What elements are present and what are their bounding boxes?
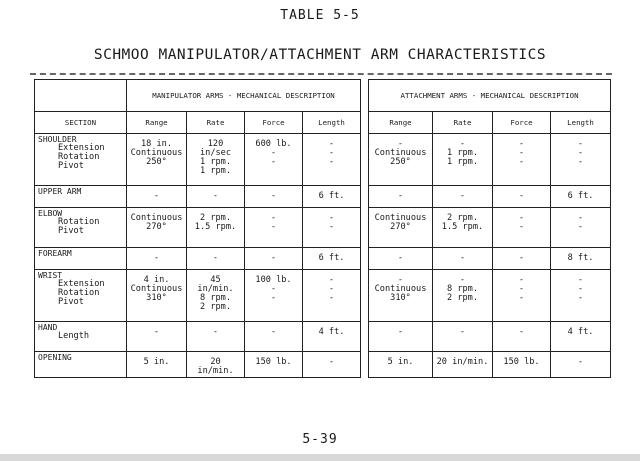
cell-value: - [153,253,160,263]
attachment-range-cell [369,186,433,208]
column-gap [361,134,369,186]
cell-value: - [518,148,525,158]
cell-value: 1.5 rpm. [194,222,237,232]
table-caption: SCHMOO MANIPULATOR/ATTACHMENT ARM CHARACTERISTICS [93,47,547,63]
manipulator-range-cell [127,248,187,270]
attachment-force-cell [493,186,551,208]
cell-value: 310° [146,293,167,303]
cell-value: - [328,148,335,158]
cell-value: 4 ft. [567,327,594,337]
cell-value: - [397,139,404,149]
column-header-manipulator-range: Range [127,112,187,134]
cell-value: Continuous [130,148,183,158]
cell-value: - [459,327,466,337]
section-cell [35,322,127,352]
column-gap [361,112,369,134]
cell-value: 2 rpm. [446,213,479,223]
cell-value: Continuous [374,148,427,158]
column-header-manipulator-length: Length [303,112,361,134]
attachment-force-cell [493,352,551,378]
cell-value: - [577,293,584,303]
cell-value: - [397,327,404,337]
section-name: WRIST [38,271,63,280]
cell-value: - [518,327,525,337]
manipulator-force-cell [245,186,303,208]
cell-value: 1 rpm. [199,166,232,176]
attachment-rate-cell [433,208,493,248]
manipulator-range-cell [127,134,187,186]
cell-value: - [270,222,277,232]
attachment-rate-cell [433,270,493,322]
cell-value: Continuous [374,213,427,223]
attachment-range-cell [369,352,433,378]
manipulator-force-cell [245,134,303,186]
section-cell [35,208,127,248]
manipulator-rate-cell [187,248,245,270]
column-header-manipulator-rate: Rate [187,112,245,134]
manipulator-force-cell [245,352,303,378]
table-row [35,270,611,322]
cell-value: - [270,148,277,158]
cell-value: 2 rpm. [199,302,232,312]
table-row [35,134,611,186]
section-cell [35,186,127,208]
cell-value: 120 in/sec [199,139,232,158]
attachment-range-cell [369,322,433,352]
cell-value: 1 rpm. [446,148,479,158]
cell-value: - [518,284,525,294]
column-gap [361,352,369,378]
manipulator-rate-cell [187,322,245,352]
scan-edge-bar [0,454,640,461]
section-cell [35,248,127,270]
cell-value: 270° [146,222,167,232]
section-item: Rotation [58,152,100,162]
attachment-length-cell [551,248,611,270]
cell-value: - [518,157,525,167]
attachment-force-cell [493,248,551,270]
manipulator-force-cell [245,248,303,270]
cell-value: - [397,191,404,201]
cell-value: 310° [390,293,411,303]
cell-value: - [397,275,404,285]
attachment-force-cell [493,270,551,322]
cell-value: 1 rpm. [446,157,479,167]
attachment-length-cell [551,208,611,248]
manipulator-range-cell [127,352,187,378]
cell-value: 270° [390,222,411,232]
cell-value: - [328,139,335,149]
cell-value: - [518,213,525,223]
attachment-force-cell [493,322,551,352]
table-row [35,208,611,248]
section-cell [35,352,127,378]
cell-value: - [270,293,277,303]
cell-value: - [212,191,219,201]
manipulator-force-cell [245,208,303,248]
cell-value: 4 ft. [318,327,345,337]
cell-value: 6 ft. [318,191,345,201]
table-row [35,352,611,378]
section-item: Rotation [58,217,100,227]
attachment-rate-cell [433,248,493,270]
attachment-range-cell [369,270,433,322]
header-divider [30,73,612,78]
attachment-range-cell [369,134,433,186]
manipulator-range-cell [127,186,187,208]
cell-value: - [328,213,335,223]
manipulator-rate-cell [187,186,245,208]
column-gap [361,248,369,270]
section-name: FOREARM [38,249,72,258]
cell-value: 1 rpm. [199,157,232,167]
table-row [35,322,611,352]
manipulator-range-cell [127,270,187,322]
manipulator-range-cell [127,322,187,352]
cell-value: 8 ft. [567,253,594,263]
cell-value: - [577,139,584,149]
manipulator-length-cell [303,270,361,322]
manipulator-length-cell [303,186,361,208]
section-cell [35,270,127,322]
cell-value: Continuous [130,284,183,294]
cell-value: - [328,357,335,367]
cell-value: - [577,157,584,167]
attachment-length-cell [551,186,611,208]
attachment-length-cell [551,134,611,186]
cell-value: 6 ft. [318,253,345,263]
section-item: Pivot [58,297,84,307]
section-item: Extension [58,279,105,289]
cell-value: - [459,191,466,201]
section-header-spacer [35,80,127,112]
cell-value: - [518,139,525,149]
cell-value: Continuous [130,213,183,223]
cell-value: - [212,253,219,263]
manipulator-range-cell [127,208,187,248]
cell-value: - [459,253,466,263]
table-number-title: TABLE 5-5 [280,8,360,23]
page-number: 5-39 [302,432,338,447]
cell-value: - [270,213,277,223]
manipulator-length-cell [303,248,361,270]
cell-value: - [328,293,335,303]
cell-value: 2 rpm. [446,293,479,303]
cell-value: 250° [390,157,411,167]
cell-value: - [328,157,335,167]
attachment-group-header: ATTACHMENT ARMS - MECHANICAL DESCRIPTION [369,80,611,112]
cell-value: - [518,253,525,263]
column-header-attachment-range: Range [369,112,433,134]
cell-value: 4 in. [143,275,170,285]
manipulator-rate-cell [187,352,245,378]
cell-value: - [153,327,160,337]
attachment-force-cell [493,134,551,186]
section-name: UPPER ARM [38,187,82,196]
cell-value: - [577,284,584,294]
section-cell [35,134,127,186]
cell-value: Continuous [374,284,427,294]
cell-value: - [577,213,584,223]
section-item: Extension [58,143,105,153]
arm-characteristics-table [34,79,611,378]
section-name: SHOULDER [38,135,77,144]
column-gap [361,186,369,208]
table-body [35,134,611,378]
section-name: ELBOW [38,209,63,218]
cell-value: 6 ft. [567,191,594,201]
cell-value: - [577,148,584,158]
column-header-attachment-length: Length [551,112,611,134]
column-gap [361,270,369,322]
manipulator-rate-cell [187,134,245,186]
manipulator-group-header: MANIPULATOR ARMS - MECHANICAL DESCRIPTION [127,80,361,112]
cell-value: - [459,139,466,149]
section-item: Pivot [58,226,84,236]
attachment-length-cell [551,270,611,322]
cell-value: - [270,284,277,294]
cell-value: - [518,293,525,303]
cell-value: - [328,222,335,232]
column-gap [361,322,369,352]
cell-value: - [518,275,525,285]
cell-value: - [153,191,160,201]
section-item: Length [58,331,90,341]
cell-value: - [577,222,584,232]
cell-value: 5 in. [387,357,414,367]
cell-value: - [328,275,335,285]
cell-value: 8 rpm. [199,293,232,303]
manipulator-rate-cell [187,208,245,248]
cell-value: - [270,191,277,201]
cell-value: - [270,253,277,263]
cell-value: - [212,327,219,337]
cell-value: 100 lb. [255,275,292,285]
column-header-manipulator-force: Force [245,112,303,134]
manipulator-length-cell [303,322,361,352]
cell-value: - [459,275,466,285]
cell-value: 250° [146,157,167,167]
table-row [35,248,611,270]
cell-value: 18 in. [140,139,173,149]
cell-value: - [270,157,277,167]
manipulator-length-cell [303,208,361,248]
cell-value: - [397,253,404,263]
section-item: Rotation [58,288,100,298]
cell-value: 20 in/min. [436,357,489,367]
attachment-length-cell [551,352,611,378]
cell-value: - [577,275,584,285]
manipulator-length-cell [303,134,361,186]
column-gap [361,208,369,248]
table-row [35,186,611,208]
cell-value: - [577,357,584,367]
cell-value: - [270,327,277,337]
manipulator-length-cell [303,352,361,378]
cell-value: - [518,191,525,201]
attachment-force-cell [493,208,551,248]
cell-value: 8 rpm. [446,284,479,294]
attachment-rate-cell [433,352,493,378]
manipulator-rate-cell [187,270,245,322]
attachment-rate-cell [433,322,493,352]
cell-value: 2 rpm. [199,213,232,223]
attachment-range-cell [369,248,433,270]
section-name: HAND [38,323,58,332]
manipulator-force-cell [245,322,303,352]
column-header-attachment-force: Force [493,112,551,134]
cell-value: 45 in/min. [197,275,234,294]
cell-value: - [328,284,335,294]
cell-value: - [518,222,525,232]
cell-value: 600 lb. [255,139,292,149]
attachment-rate-cell [433,186,493,208]
cell-value: 20 in/min. [197,357,234,376]
attachment-rate-cell [433,134,493,186]
cell-value: 5 in. [143,357,170,367]
cell-value: 150 lb. [255,357,292,367]
attachment-range-cell [369,208,433,248]
manipulator-force-cell [245,270,303,322]
column-gap [361,80,369,112]
cell-value: 150 lb. [503,357,540,367]
column-header-attachment-rate: Rate [433,112,493,134]
cell-value: 1.5 rpm. [441,222,484,232]
attachment-length-cell [551,322,611,352]
section-item: Pivot [58,161,84,171]
column-header-section: SECTION [35,112,127,134]
section-name: OPENING [38,353,72,362]
